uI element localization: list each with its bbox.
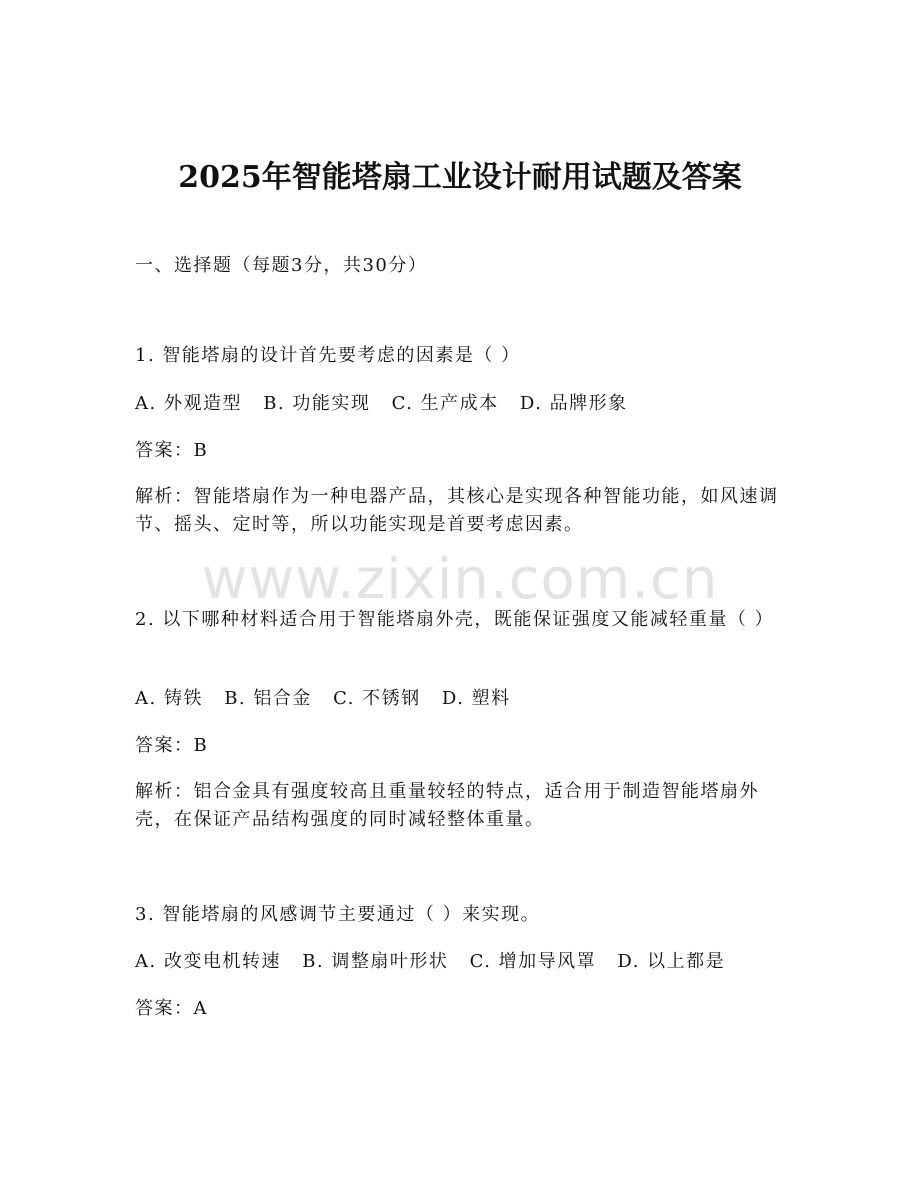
question-3-answer: 答案：A (135, 998, 208, 1019)
question-3-option-a: A. 改变电机转速 (135, 951, 281, 972)
question-3-option-c: C. 增加导风罩 (469, 951, 597, 972)
question-1-stem: 1. 智能塔扇的设计首先要考虑的因素是（ ） (135, 345, 521, 366)
question-3-stem: 3. 智能塔扇的风感调节主要通过（ ）来实现。 (135, 904, 541, 925)
question-2-option-b: B. 铝合金 (224, 688, 312, 709)
question-2-answer: 答案：B (135, 735, 209, 756)
document-title: 2025年智能塔扇工业设计耐用试题及答案 (178, 160, 742, 195)
question-2-option-a: A. 铸铁 (135, 688, 203, 709)
question-3-option-d: D. 以上都是 (617, 951, 726, 972)
question-1-option-a: A. 外观造型 (135, 393, 242, 414)
section-heading: 一、选择题（每题3分，共30分） (135, 255, 428, 276)
question-2-stem: 2. 以下哪种材料适合用于智能塔扇外壳，既能保证强度又能减轻重量（ ） (135, 609, 775, 630)
question-1-answer: 答案：B (135, 440, 209, 461)
question-1-option-d: D. 品牌形象 (519, 393, 628, 414)
question-2-analysis: 解析：铝合金具有强度较高且重量较轻的特点，适合用于制造智能塔扇外壳，在保证产品结构强度的同时减轻整体重量。 (135, 781, 759, 830)
question-3-option-b: B. 调整扇叶形状 (302, 951, 449, 972)
question-1-option-b: B. 功能实现 (263, 393, 371, 414)
question-1-options (135, 390, 785, 418)
question-2-option-c: C. 不锈钢 (333, 688, 421, 709)
question-3-options (135, 948, 785, 976)
watermark: www.zixin.com.cn (201, 547, 719, 612)
question-2-option-d: D. 塑料 (441, 688, 511, 709)
question-2-options (135, 685, 785, 713)
question-1-option-c: C. 生产成本 (391, 393, 499, 414)
question-1-analysis: 解析：智能塔扇作为一种电器产品，其核心是实现各种智能功能，如风速调节、摇头、定时等，所以功能实现是首要考虑因素。 (135, 486, 779, 535)
